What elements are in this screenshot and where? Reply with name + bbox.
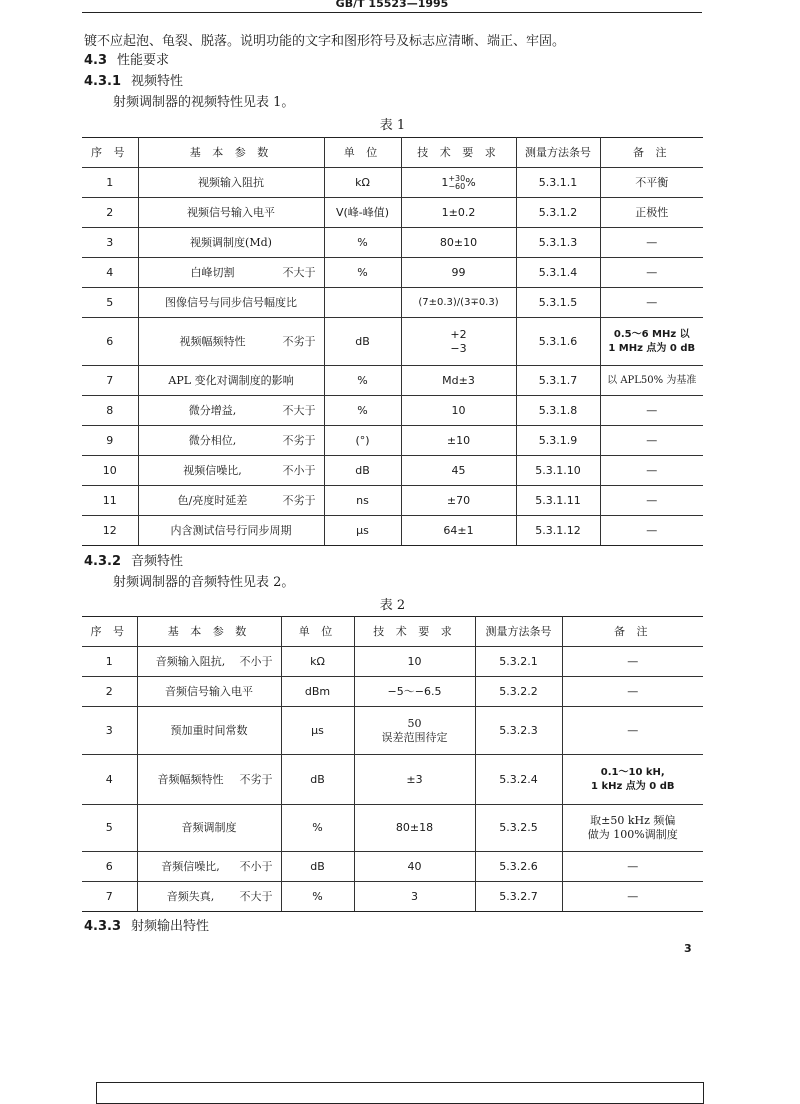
parameter-cell	[138, 426, 324, 456]
row-number: 6	[82, 852, 137, 882]
row-number: 8	[82, 396, 138, 426]
table-row	[82, 516, 703, 546]
parameter-name: 音频输入阻抗,	[155, 654, 226, 668]
parameter-name: 白峰切割	[190, 265, 235, 279]
header-cell: 测量方法条号	[475, 617, 562, 647]
requirement-cell: −5～−6.5	[354, 677, 475, 707]
parameter-cell	[138, 366, 324, 396]
row-number: 2	[82, 198, 138, 228]
parameter-name: 图像信号与同步信号幅度比	[165, 295, 297, 309]
note-cell: —	[600, 426, 703, 456]
unit-cell: dB	[281, 852, 354, 882]
method-cell: 5.3.1.1	[516, 168, 600, 198]
note-cell: —	[562, 677, 703, 707]
requirement-cell: ±70	[401, 486, 516, 516]
method-cell: 5.3.2.4	[475, 755, 562, 805]
unit-cell: ns	[324, 486, 401, 516]
parameter-condition: 不小于	[282, 463, 316, 477]
note-line: 做为 100%调制度	[587, 828, 678, 841]
table-row	[82, 228, 703, 258]
requirement-cell: ±3	[354, 755, 475, 805]
method-cell: 5.3.1.3	[516, 228, 600, 258]
note-cell: —	[562, 852, 703, 882]
header-cell: 测量方法条号	[516, 138, 600, 168]
note-cell: —	[600, 288, 703, 318]
method-cell: 5.3.1.12	[516, 516, 600, 546]
unit-cell: %	[324, 366, 401, 396]
parameter-cell	[137, 755, 281, 805]
table-row	[82, 805, 703, 852]
method-cell: 5.3.2.6	[475, 852, 562, 882]
method-cell: 5.3.2.3	[475, 707, 562, 755]
parameter-name: 视频幅频特性	[179, 334, 246, 348]
table-row	[82, 755, 703, 805]
requirement-cell: 80±18	[354, 805, 475, 852]
table-row	[82, 882, 703, 912]
parameter-name: 音频失真,	[166, 889, 215, 903]
parameter-cell	[138, 258, 324, 288]
table-row	[82, 426, 703, 456]
parameter-cell	[138, 288, 324, 318]
method-cell: 5.3.2.7	[475, 882, 562, 912]
section-4-3-2-paragraph: 射频调制器的音频特性见表 2。	[113, 575, 295, 590]
parameter-cell	[138, 318, 324, 366]
table-2	[82, 616, 703, 912]
unit-cell: kΩ	[281, 647, 354, 677]
row-number: 5	[82, 288, 138, 318]
method-cell: 5.3.1.6	[516, 318, 600, 366]
unit-cell: (°)	[324, 426, 401, 456]
method-cell: 5.3.1.8	[516, 396, 600, 426]
parameter-cell	[138, 516, 324, 546]
method-cell: 5.3.1.2	[516, 198, 600, 228]
table-2-caption: 表 2	[379, 598, 406, 613]
unit-cell: dB	[324, 456, 401, 486]
unit-cell: %	[324, 396, 401, 426]
note-cell	[600, 318, 703, 366]
parameter-name: 音频调制度	[181, 821, 237, 834]
requirement-cell: 3	[354, 882, 475, 912]
row-number: 12	[82, 516, 138, 546]
parameter-cell	[138, 456, 324, 486]
requirement-remark: 误差范围待定	[381, 730, 448, 744]
parameter-name: 微分相位,	[188, 433, 237, 447]
parameter-condition: 不小于	[239, 654, 273, 668]
unit-cell: %	[324, 228, 401, 258]
requirement-cell: 1±0.2	[401, 198, 516, 228]
unit-cell	[324, 288, 401, 318]
note-cell: —	[600, 486, 703, 516]
method-cell: 5.3.1.10	[516, 456, 600, 486]
note-cell	[562, 805, 703, 852]
note-cell: —	[562, 707, 703, 755]
intro-paragraph: 镀不应起泡、龟裂、脱落。说明功能的文字和图形符号及标志应清晰、端正、牢固。	[84, 34, 566, 49]
table-row	[82, 198, 703, 228]
note-cell: —	[562, 882, 703, 912]
requirement-cell: 80±10	[401, 228, 516, 258]
requirement-cell: Md±3	[401, 366, 516, 396]
unit-cell: µs	[281, 707, 354, 755]
page-number: 3	[684, 942, 692, 955]
method-cell: 5.3.2.2	[475, 677, 562, 707]
parameter-cell	[138, 168, 324, 198]
note-cell: —	[600, 396, 703, 426]
header-cell: 序 号	[82, 617, 137, 647]
parameter-name: 视频信号输入电平	[187, 205, 275, 219]
table-header-row	[82, 138, 703, 168]
table-row	[82, 318, 703, 366]
standard-number: GB/T 15523—1995	[335, 0, 449, 10]
header-cell: 备 注	[600, 138, 703, 168]
note-cell: —	[600, 228, 703, 258]
parameter-condition: 不大于	[239, 889, 273, 903]
page-header	[82, 0, 702, 13]
parameter-cell	[138, 486, 324, 516]
requirement-cell: 45	[401, 456, 516, 486]
parameter-name: APL 变化对调制度的影响	[168, 373, 294, 387]
row-number: 7	[82, 882, 137, 912]
unit-cell: dB	[324, 318, 401, 366]
method-cell: 5.3.1.5	[516, 288, 600, 318]
requirement-lower: −3	[450, 341, 467, 355]
parameter-name: 预加重时间常数	[170, 723, 248, 737]
table-row	[82, 486, 703, 516]
requirement-cell: 40	[354, 852, 475, 882]
header-cell: 技 术 要 求	[354, 617, 475, 647]
parameter-cell	[137, 677, 281, 707]
parameter-condition: 不劣于	[239, 772, 273, 786]
parameter-condition: 不劣于	[282, 334, 316, 348]
header-cell: 序 号	[82, 138, 138, 168]
parameter-cell	[137, 805, 281, 852]
header-cell: 单 位	[281, 617, 354, 647]
tolerance-upper: +30	[448, 173, 466, 183]
unit-cell: %	[324, 258, 401, 288]
table-row	[82, 647, 703, 677]
table-row	[82, 366, 703, 396]
parameter-condition: 不小于	[239, 859, 273, 873]
unit-cell: %	[281, 805, 354, 852]
section-title: 性能要求	[117, 53, 170, 68]
note-cell: —	[562, 647, 703, 677]
parameter-cell	[138, 198, 324, 228]
parameter-cell	[137, 647, 281, 677]
section-4-3-1	[84, 73, 183, 91]
row-number: 6	[82, 318, 138, 366]
tolerance-fraction	[448, 175, 465, 191]
parameter-cell	[138, 228, 324, 258]
parameter-condition: 不劣于	[282, 433, 316, 447]
note-cell: 正极性	[600, 198, 703, 228]
requirement-cell	[401, 318, 516, 366]
requirement-cell	[401, 168, 516, 198]
note-cell: —	[600, 258, 703, 288]
note-line: 0.5～6 MHz 以	[613, 328, 690, 340]
section-title: 音频特性	[131, 554, 184, 569]
header-cell: 基 本 参 数	[137, 617, 281, 647]
unit-cell: kΩ	[324, 168, 401, 198]
section-4-3-2	[84, 553, 183, 571]
requirement-cell: 10	[354, 647, 475, 677]
parameter-name: 视频输入阻抗	[198, 175, 264, 189]
note-line: 取±50 kHz 频偏	[590, 814, 676, 827]
parameter-condition: 不大于	[282, 265, 316, 279]
parameter-cell	[137, 707, 281, 755]
parameter-name: 音频幅频特性	[157, 772, 224, 786]
parameter-name: 视频调制度(Md)	[190, 235, 272, 249]
parameter-cell	[137, 882, 281, 912]
unit-cell: µs	[324, 516, 401, 546]
parameter-cell	[137, 852, 281, 882]
section-4-3-1-paragraph: 射频调制器的视频特性见表 1。	[113, 95, 295, 110]
table-row	[82, 456, 703, 486]
method-cell: 5.3.2.5	[475, 805, 562, 852]
unit-cell: dB	[281, 755, 354, 805]
section-4-3-3	[84, 918, 209, 936]
note-cell	[562, 755, 703, 805]
table-1	[82, 137, 703, 546]
method-cell: 5.3.2.1	[475, 647, 562, 677]
row-number: 1	[82, 168, 138, 198]
table-row	[82, 168, 703, 198]
row-number: 4	[82, 755, 137, 805]
unit-cell: V(峰-峰值)	[324, 198, 401, 228]
section-title: 视频特性	[131, 74, 184, 89]
row-number: 9	[82, 426, 138, 456]
note-cell: —	[600, 456, 703, 486]
method-cell: 5.3.1.7	[516, 366, 600, 396]
requirement-cell: (7±0.3)/(3∓0.3)	[401, 288, 516, 318]
tolerance-lower: −60	[448, 181, 466, 191]
header-cell: 技 术 要 求	[401, 138, 516, 168]
section-number: 4.3.1	[84, 74, 122, 89]
row-number: 10	[82, 456, 138, 486]
requirement-cell	[354, 707, 475, 755]
header-cell: 基 本 参 数	[138, 138, 324, 168]
row-number: 7	[82, 366, 138, 396]
table-row	[82, 396, 703, 426]
table-header-row	[82, 617, 703, 647]
unit-cell: dBm	[281, 677, 354, 707]
parameter-name: 内含测试信号行同步周期	[170, 523, 292, 537]
requirement-unit: %	[465, 175, 476, 189]
row-number: 3	[82, 707, 137, 755]
requirement-value: 50	[407, 716, 422, 730]
table-1-caption: 表 1	[379, 118, 406, 133]
section-number: 4.3.2	[84, 554, 122, 569]
requirement-upper: +2	[450, 327, 467, 341]
row-number: 2	[82, 677, 137, 707]
requirement-cell: 99	[401, 258, 516, 288]
requirement-cell: 10	[401, 396, 516, 426]
note-line: 1 kHz 点为 0 dB	[591, 780, 675, 792]
bottom-frame	[96, 1082, 704, 1104]
requirement-cell: 64±1	[401, 516, 516, 546]
requirement-cell: ±10	[401, 426, 516, 456]
parameter-condition: 不大于	[282, 403, 316, 417]
parameter-name: 音频信噪比,	[161, 859, 220, 873]
row-number: 11	[82, 486, 138, 516]
parameter-name: 色/亮度时延差	[177, 493, 248, 507]
header-cell: 单 位	[324, 138, 401, 168]
section-4-3	[84, 52, 169, 70]
note-cell: 不平衡	[600, 168, 703, 198]
table-row	[82, 258, 703, 288]
requirement-base: 1	[441, 175, 449, 189]
note-line: 1 MHz 点为 0 dB	[608, 342, 696, 354]
method-cell: 5.3.1.4	[516, 258, 600, 288]
note-line: 0.1～10 kH,	[600, 766, 665, 778]
row-number: 3	[82, 228, 138, 258]
section-number: 4.3.3	[84, 919, 122, 934]
row-number: 4	[82, 258, 138, 288]
parameter-name: 视频信噪比,	[183, 463, 242, 477]
note-cell: —	[600, 516, 703, 546]
section-number: 4.3	[84, 53, 108, 68]
parameter-condition: 不劣于	[282, 493, 316, 507]
row-number: 5	[82, 805, 137, 852]
header-cell: 备 注	[562, 617, 703, 647]
table-row	[82, 677, 703, 707]
parameter-name: 微分增益,	[188, 403, 237, 417]
method-cell: 5.3.1.11	[516, 486, 600, 516]
parameter-cell	[138, 396, 324, 426]
note-cell: 以 APL50% 为基准	[600, 366, 703, 396]
parameter-name: 音频信号输入电平	[165, 684, 253, 698]
table-row	[82, 707, 703, 755]
table-row	[82, 288, 703, 318]
unit-cell: %	[281, 882, 354, 912]
table-row	[82, 852, 703, 882]
row-number: 1	[82, 647, 137, 677]
section-title: 射频输出特性	[131, 919, 210, 934]
method-cell: 5.3.1.9	[516, 426, 600, 456]
